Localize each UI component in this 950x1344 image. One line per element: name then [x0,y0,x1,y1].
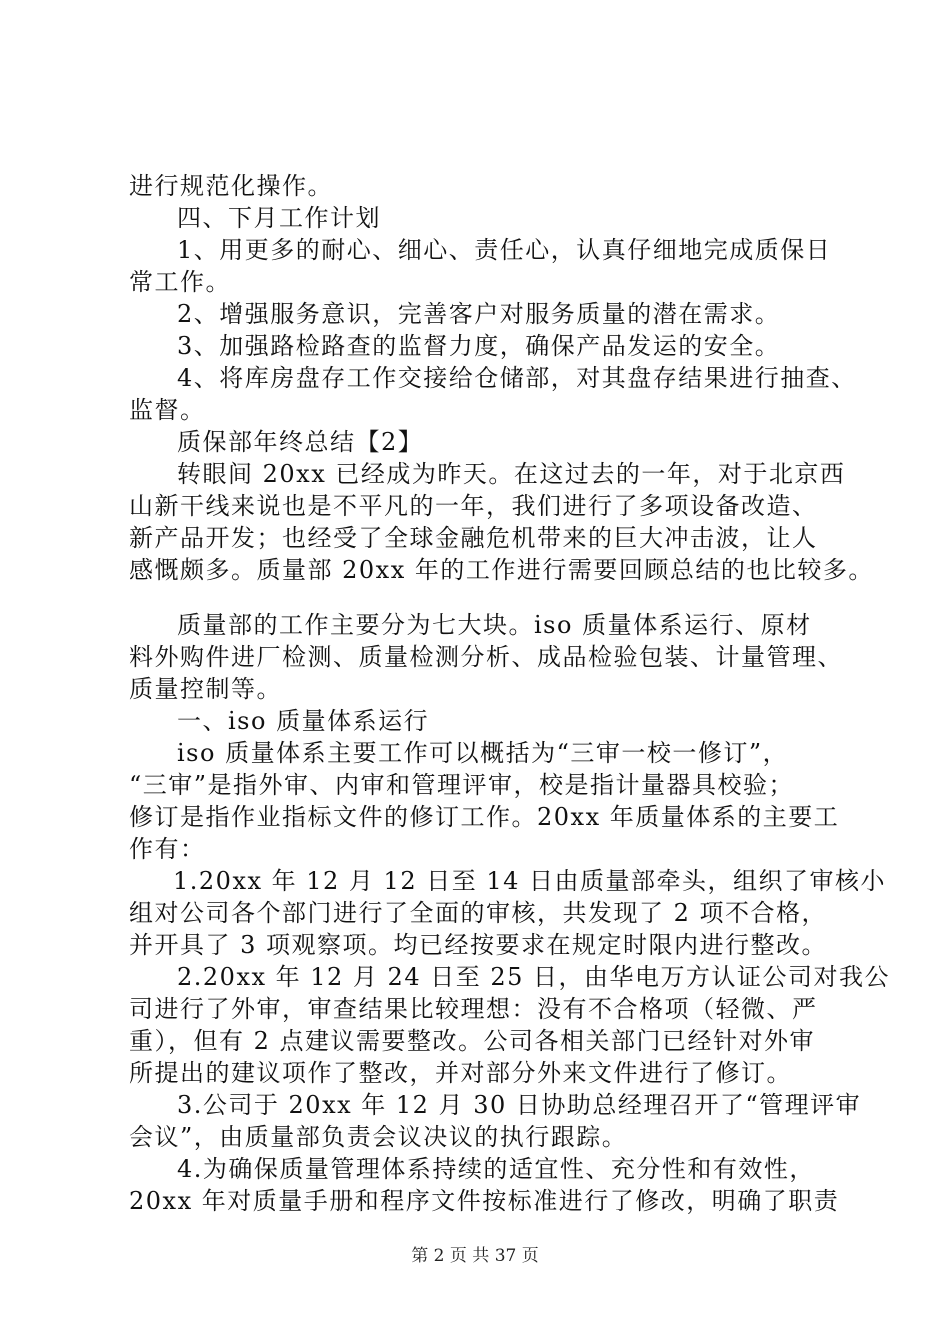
paragraph-line: 质量部的工作主要分为七大块。iso 质量体系运行、原材 [177,611,812,639]
paragraph-line: iso 质量体系主要工作可以概括为“三审一校一修订”， [177,739,789,767]
list-item: 2.20xx 年 12 月 24 日至 25 日，由华电万方认证公司对我公 [177,963,891,991]
body-line: 常工作。 [129,268,231,296]
body-line: 进行规范化操作。 [129,172,333,200]
section-heading: 四、下月工作计划 [177,204,381,232]
paragraph-line: 修订是指作业指标文件的修订工作。20xx 年质量体系的主要工 [129,803,840,831]
list-item: 3、加强路检路查的监督力度，确保产品发运的安全。 [177,332,781,360]
paragraph-line: 20xx 年对质量手册和程序文件按标准进行了修改，明确了职责 [129,1187,840,1215]
section-heading: 一、iso 质量体系运行 [177,707,430,735]
paragraph-line: 转眼间 20xx 已经成为昨天。在这过去的一年，对于北京西 [177,460,846,488]
paragraph-line: “三审”是指外审、内审和管理评审，校是指计量器具校验； [129,771,795,799]
document-body [129,170,891,1217]
paragraph-line: 作有： [129,835,206,863]
paragraph-line: 重），但有 2 点建议需要整改。公司各相关部门已经针对外审 [129,1027,816,1055]
paragraph-gap [129,586,865,609]
paragraph-line: 质量控制等。 [129,675,282,703]
list-item: 4、将库房盘存工作交接给仓储部，对其盘存结果进行抽查、 [177,364,857,392]
list-item: 2、增强服务意识，完善客户对服务质量的潜在需求。 [177,300,781,328]
paragraph-line: 组对公司各个部门进行了全面的审核，共发现了 2 项不合格， [129,899,828,927]
paragraph-line: 司进行了外审，审查结果比较理想：没有不合格项（轻微、严 [129,995,818,1023]
paragraph-line: 并开具了 3 项观察项。均已经按要求在规定时限内进行整改。 [129,931,828,959]
body-line: 监督。 [129,396,206,424]
page-footer: 第 2 页 共 37 页 [411,1246,539,1266]
paragraph-line: 感慨颇多。质量部 20xx 年的工作进行需要回顾总结的也比较多。 [129,556,874,584]
document-title: 质保部年终总结【2】 [177,428,424,456]
list-item: 1.20xx 年 12 月 12 日至 14 日由质量部牵头，组织了审核小 [173,867,887,895]
paragraph-line: 新产品开发；也经受了全球金融危机带来的巨大冲击波，让人 [129,524,818,552]
paragraph-line: 所提出的建议项作了整改，并对部分外来文件进行了修订。 [129,1059,792,1087]
paragraph-line: 会议”，由质量部负责会议决议的执行跟踪。 [129,1123,628,1151]
paragraph-line: 料外购件进厂检测、质量检测分析、成品检验包装、计量管理、 [129,643,843,671]
list-item: 1、用更多的耐心、细心、责任心，认真仔细地完成质保日 [177,236,832,264]
paragraph-line: 山新干线来说也是不平凡的一年，我们进行了多项设备改造、 [129,492,818,520]
list-item: 4.为确保质量管理体系持续的适宜性、充分性和有效性， [177,1155,815,1183]
list-item: 3.公司于 20xx 年 12 月 30 日协助总经理召开了“管理评审 [177,1091,862,1119]
